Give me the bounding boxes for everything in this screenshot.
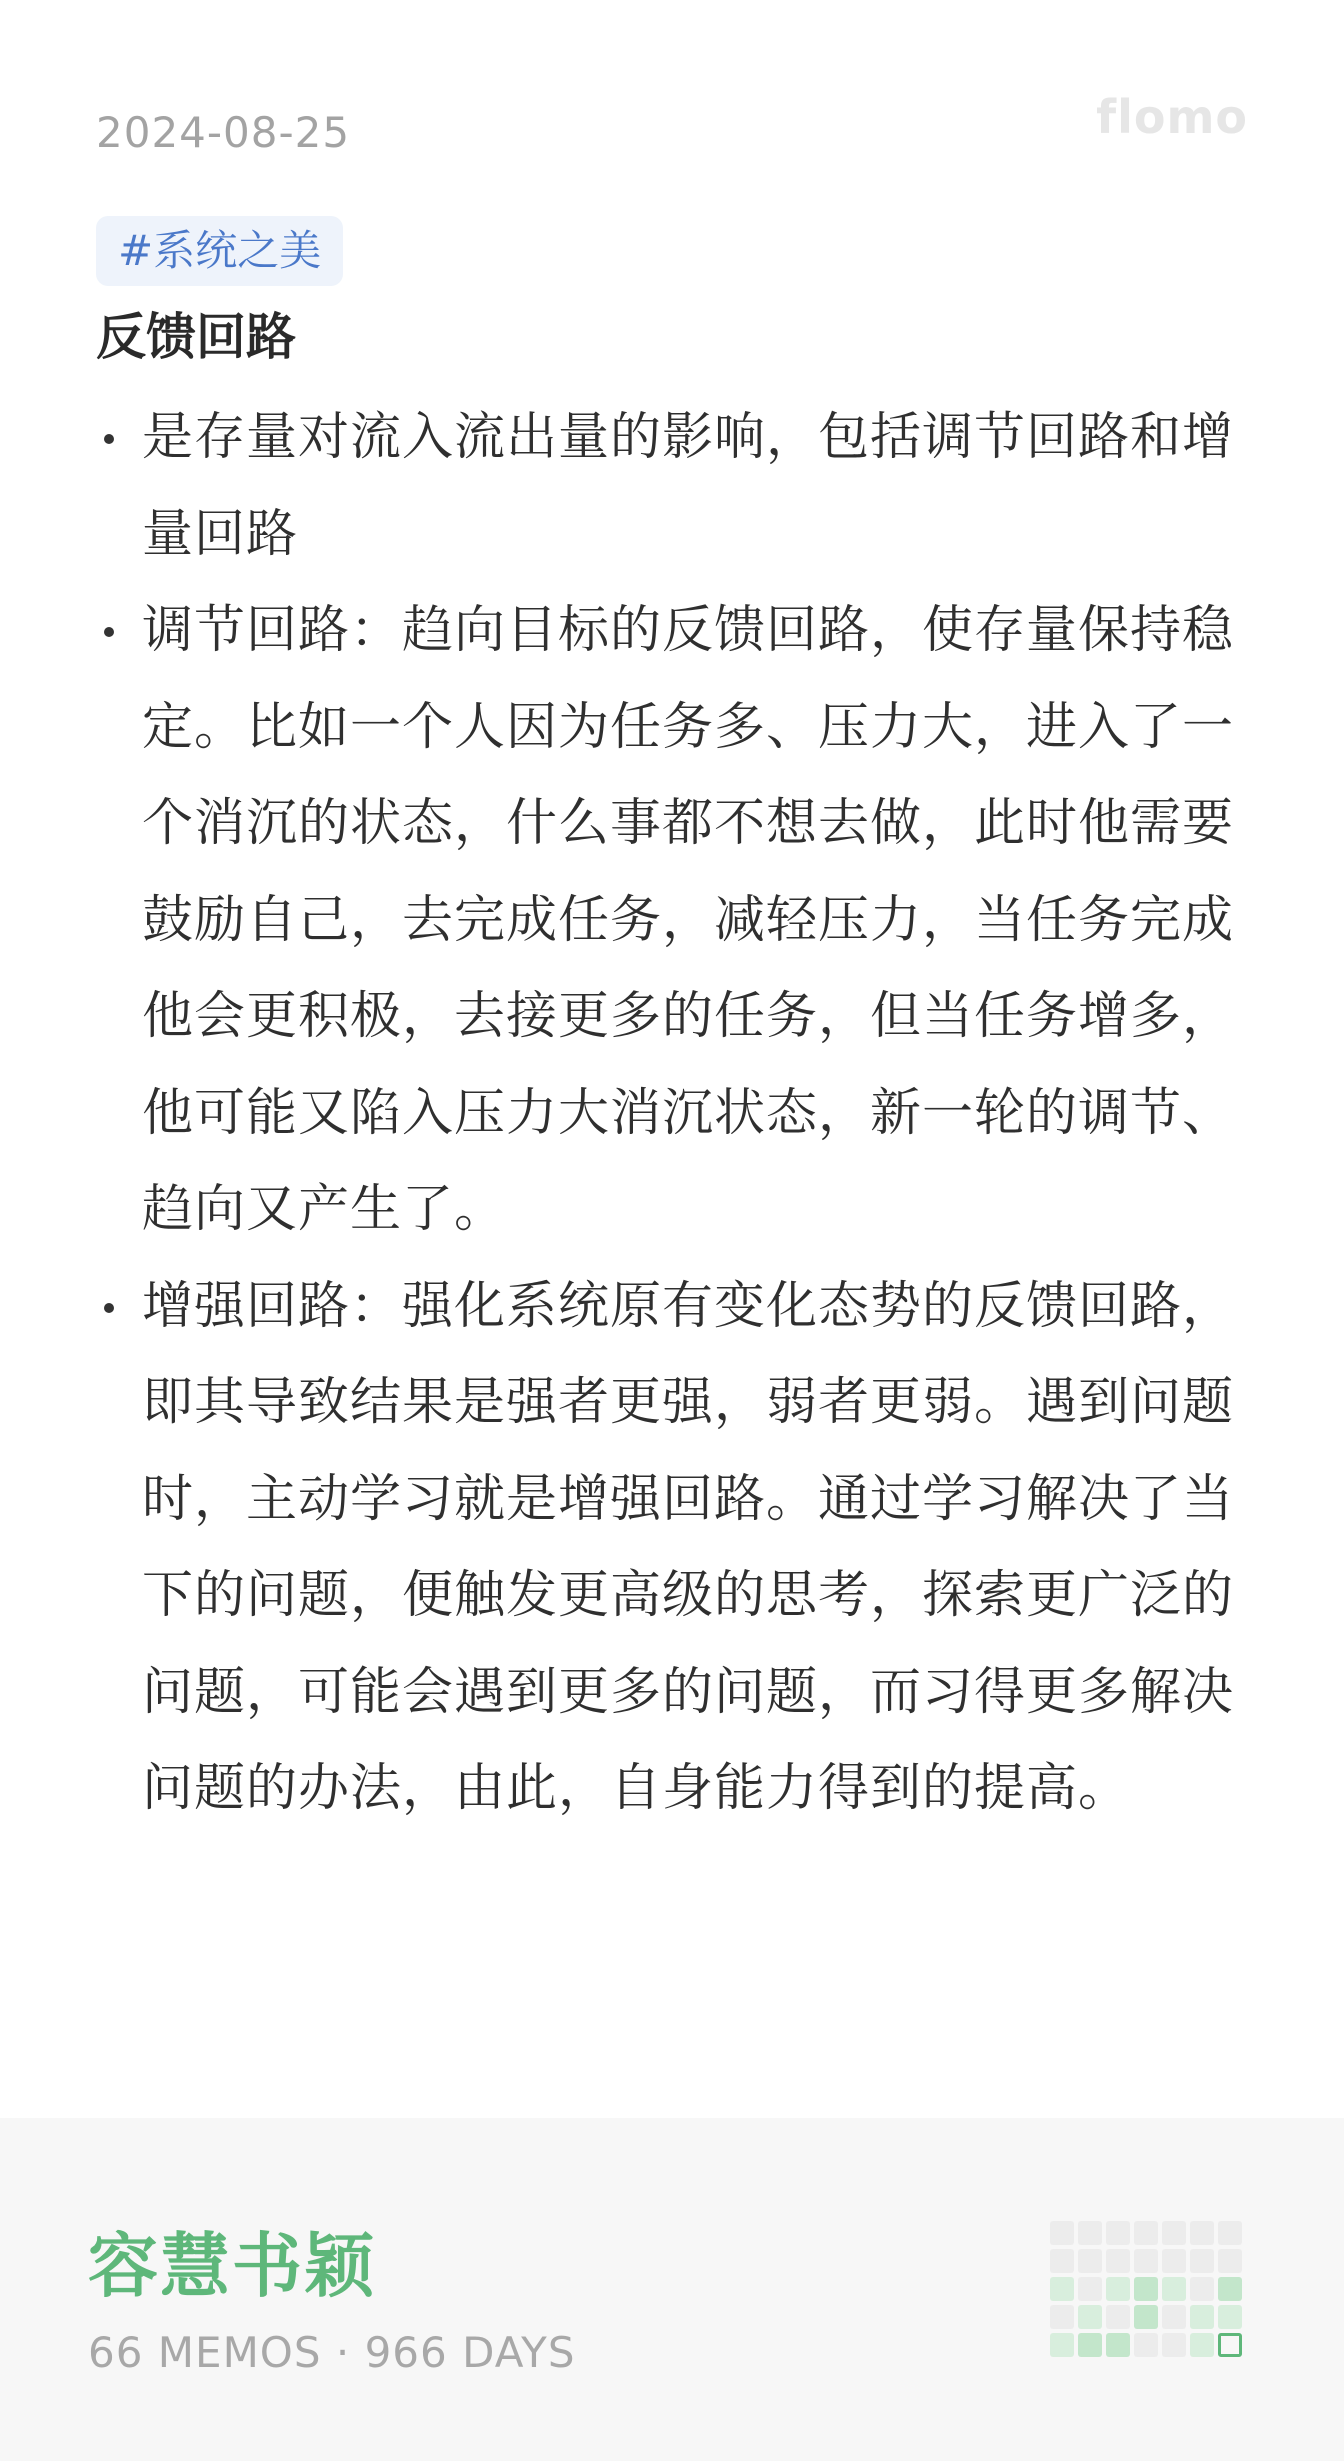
heatmap-cell [1134,2305,1158,2329]
memo-date: 2024-08-25 [96,108,351,157]
heatmap-cell [1190,2249,1214,2273]
heatmap-cell [1134,2249,1158,2273]
author-name: 容慧书颖 [88,2225,376,2307]
heatmap-cell [1190,2333,1214,2357]
heatmap-cell [1106,2221,1130,2245]
list-item [96,390,1256,583]
memo-tag[interactable]: #系统之美 [96,216,343,286]
heatmap-cell [1106,2333,1130,2357]
heatmap-cell [1106,2277,1130,2301]
list-item [96,583,1256,1259]
heatmap-cell [1218,2277,1242,2301]
profile-footer [0,2118,1344,2461]
heatmap-cell [1050,2333,1074,2357]
heatmap-cell [1134,2221,1158,2245]
heatmap-cell [1134,2277,1158,2301]
heatmap-cell [1078,2305,1102,2329]
heatmap-cell [1078,2333,1102,2357]
brand-logo: flomo [1096,90,1248,144]
heatmap-cell [1190,2305,1214,2329]
heatmap-cell [1050,2221,1074,2245]
heatmap-cell [1162,2249,1186,2273]
heatmap-today-cell [1218,2333,1242,2357]
list-item-text: 调节回路：趋向目标的反馈回路，使存量保持稳定。比如一个人因为任务多、压力大，进入了一个消沉的状态，什么事都不想去做，此时他需要鼓励自己，去完成任务，减轻压力，当任务完成他会更积极，去接更多的任务，但当任务增多，他可能又陷入压力大消沉状态，新一轮的调节、趋向又产生了。 [142,601,1235,1239]
memo-content [96,390,1256,1838]
heatmap-cell [1050,2249,1074,2273]
heatmap-cell [1078,2277,1102,2301]
heatmap-cell [1218,2249,1242,2273]
heatmap-cell [1218,2221,1242,2245]
heatmap-cell [1078,2249,1102,2273]
activity-heatmap [1050,2221,1242,2357]
heatmap-cell [1106,2249,1130,2273]
heatmap-cell [1162,2333,1186,2357]
bullet-icon [104,1303,114,1313]
memo-stats: 66 MEMOS · 966 DAYS [88,2328,576,2377]
memo-title: 反馈回路 [96,308,296,366]
heatmap-cell [1050,2305,1074,2329]
heatmap-cell [1190,2277,1214,2301]
bullet-icon [104,627,114,637]
heatmap-cell [1162,2277,1186,2301]
bullet-icon [104,434,114,444]
list-item [96,1259,1256,1838]
heatmap-cell [1050,2277,1074,2301]
list-item-text: 是存量对流入流出量的影响，包括调节回路和增量回路 [142,408,1235,564]
heatmap-cell [1134,2333,1158,2357]
heatmap-cell [1162,2221,1186,2245]
heatmap-cell [1190,2221,1214,2245]
list-item-text: 增强回路：强化系统原有变化态势的反馈回路，即其导致结果是强者更强，弱者更弱。遇到问题时，主动学习就是增强回路。通过学习解决了当下的问题，便触发更高级的思考，探索更广泛的问题，可能会遇到更多的问题，而习得更多解决问题的办法，由此，自身能力得到的提高。 [142,1276,1235,1818]
heatmap-cell [1078,2221,1102,2245]
heatmap-cell [1218,2305,1242,2329]
heatmap-cell [1106,2305,1130,2329]
heatmap-cell [1162,2305,1186,2329]
